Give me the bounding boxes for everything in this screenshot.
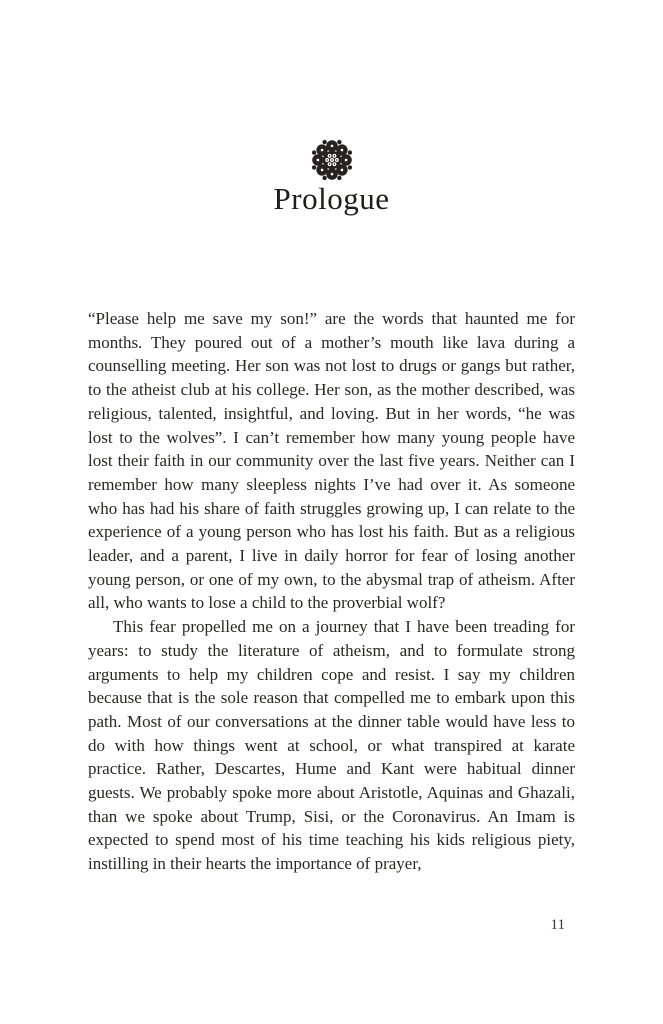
- paragraph-2: This fear propelled me on a journey that I have been treading for years: to study the literature of atheism, and to formulate strong arguments to help my children cope and resist. I say my children because that is the sole reason that compelled me to embark upon this path. Most of our conversations at the dinner table would have less to do with how things went at school, or what transpired at karate practice. Rather, Descartes, Hume and Kant were habitual dinner guests. We probably spoke more about Aristotle, Aquinas and Ghazali, than we spoke about Trump, Sisi, or the Coronavirus. An Imam is expected to spend most of his time teaching his kids religious piety, instilling in their hearts the importance of prayer,: [88, 617, 575, 874]
- rosette-ornament-icon: [0, 138, 663, 182]
- chapter-title: Prologue: [273, 181, 390, 216]
- body-text: [88, 307, 575, 876]
- page-number: 11: [550, 917, 565, 933]
- paragraph-1: “Please help me save my son!” are the words that haunted me for months. They poured out of a mother’s mouth like lava during a counselling meeting. Her son was not lost to drugs or gangs but rather, to the atheist club at his college. Her son, as the mother described, was religious, talented, insightful, and loving. But in her words, “he was lost to the wolves”. I can’t remember how many young people have lost their faith in our community over the last five years. Neither can I remember how many sleepless nights I’ve had over it. As someone who has had his share of faith struggles growing up, I can relate to the experience of a young person who has lost his faith. But as a religious leader, and a parent, I live in daily horror for fear of losing another young person, or one of my own, to the abysmal trap of atheism. After all, who wants to lose a child to the proverbial wolf?: [88, 309, 575, 613]
